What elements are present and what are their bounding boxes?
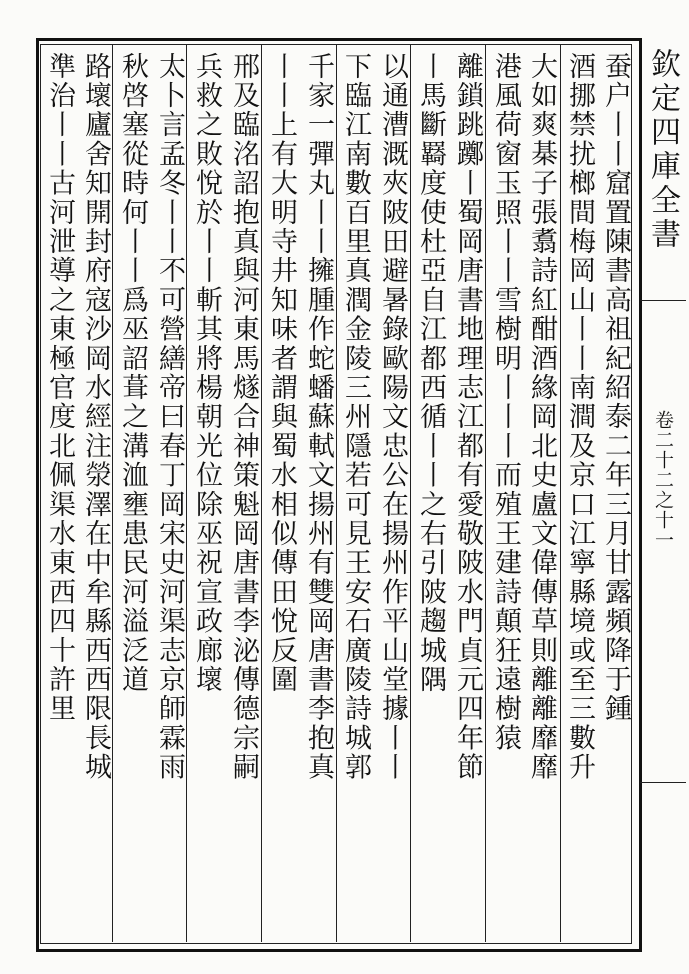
column-rule [485, 44, 486, 942]
column-rule [410, 44, 411, 942]
text-column: 以通漕溉夾陂田避暑錄歐陽文忠公在揚州作平山堂據丨丨 [377, 52, 408, 782]
text-column: 兵救之敗悅於丨丨斬其將楊朝光位除巫祝宣政廊壞 [191, 52, 222, 695]
text-column: 大如爽棊子張翥詩紅酣酒緣岡北史盧文偉傳草則離離靡靡 [526, 52, 557, 782]
column-rule [112, 44, 113, 942]
text-column: 準治丨丨古河泄導之東極官度北佩渠水東西四十許里 [44, 52, 75, 724]
column-rule [560, 44, 561, 942]
text-column: 港風荷窗玉照丨丨雪樹明丨丨丨而殖王建詩顛狂遠樹猿 [490, 52, 521, 753]
margin-divider [640, 300, 686, 301]
column-rule [186, 44, 187, 942]
column-rule [261, 44, 262, 942]
text-column: 下臨江南數百里真潤金陵三州隱若可見王安石廣陵詩城郭 [340, 52, 371, 782]
text-column: 酒挪禁扰榔間梅岡山丨丨南澗及京口江寧縣境或至三數升 [564, 52, 595, 782]
text-column: 邢及臨洺詔抱真與河東馬燧合神策魁岡唐書李泌傳德宗嗣 [228, 52, 259, 782]
book-title: 欽定四庫全書 [645, 48, 680, 252]
text-column: 千家一彈丸丨丨擁腫作蛇蟠蘇軾文揚州有雙岡唐書李抱真 [303, 52, 334, 782]
volume-label: 卷二十二之十一 [652, 410, 674, 550]
margin-divider [640, 782, 686, 783]
column-rule [336, 44, 337, 942]
text-column: 丨丨上有大明寺井知味者謂與蜀水相似傳田悅反圍 [266, 52, 297, 695]
text-column: 路壞廬舍知開封府寇沙岡水經注滎澤在中牟縣西西限長城 [80, 52, 111, 782]
text-column: 蚕户丨丨窟置陳書高祖紀紹泰二年三月甘露頻降于鍾 [600, 52, 631, 724]
text-column: 丨馬斷羇度使杜亞自江都西循丨丨之右引陂趨城隅 [415, 52, 446, 695]
text-column: 秋啓塞從時何丨丨爲巫詔葺之溝洫壅患民河溢泛道 [117, 52, 148, 695]
text-column: 離鎖跳躑丨蜀岡唐書地理志江都有愛敬陂水門貞元四年節 [452, 52, 483, 782]
text-column: 太卜言孟冬丨丨不可營繕帝曰春丁岡宋史河渠志京師霖雨 [154, 52, 185, 782]
